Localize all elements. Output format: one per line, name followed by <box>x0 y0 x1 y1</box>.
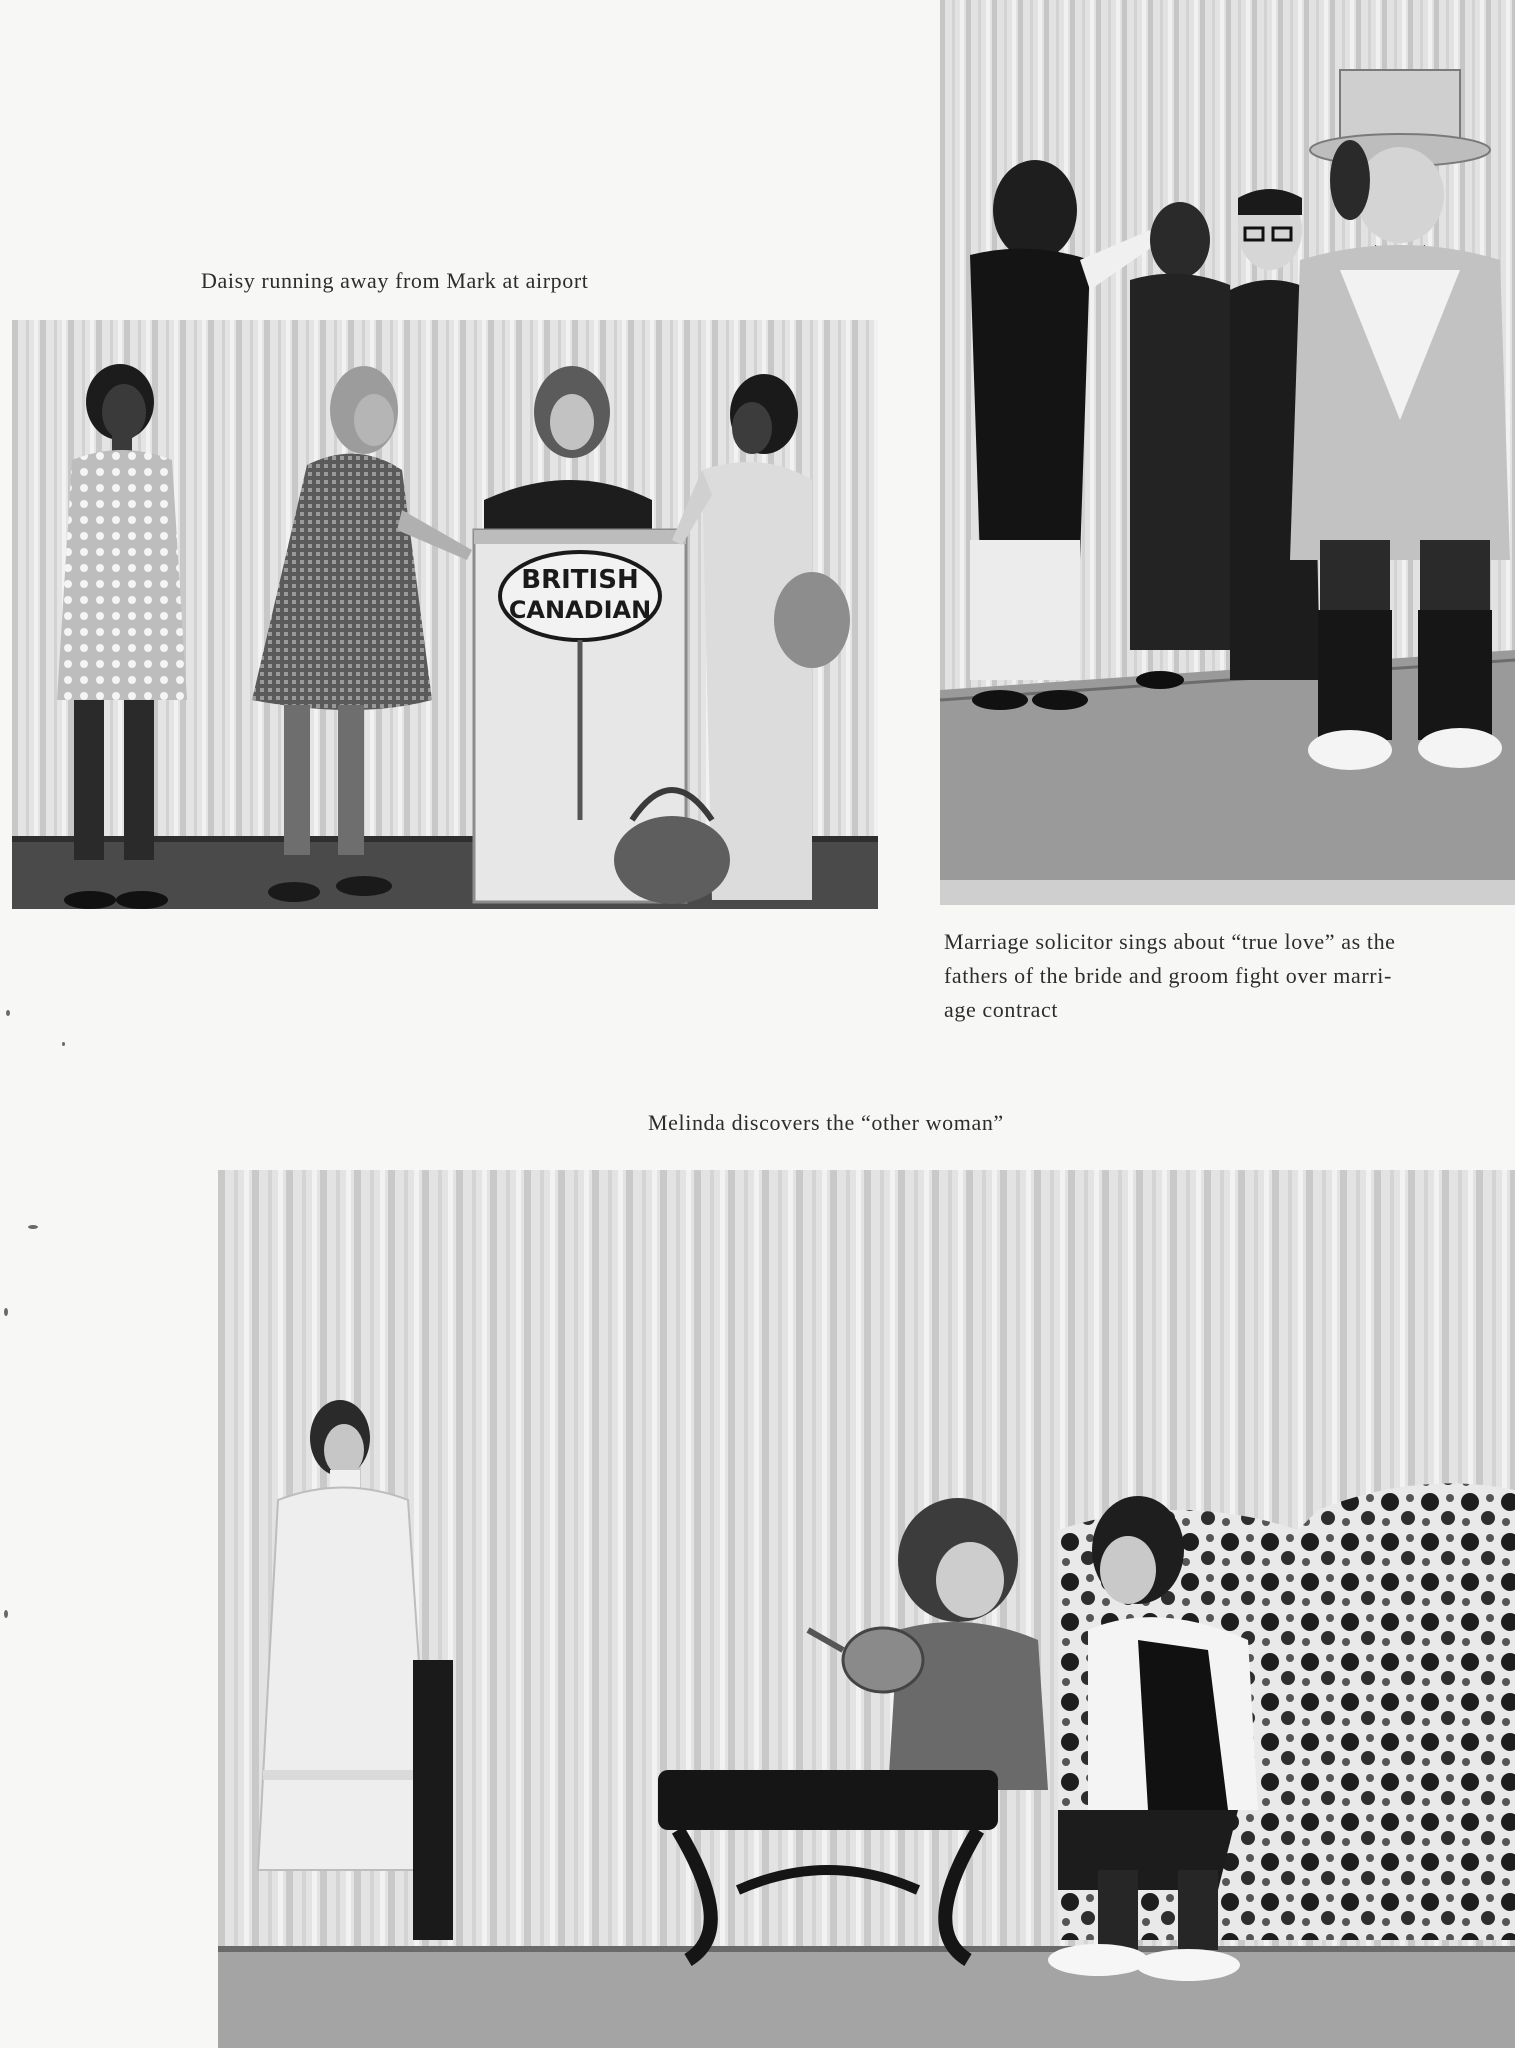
podium-sign-text-1: BRITISH <box>521 565 639 595</box>
caption-melinda: Melinda discovers the “other woman” <box>648 1110 1004 1135</box>
melinda-scene-image <box>218 1170 1515 2048</box>
scan-speck <box>6 1010 10 1016</box>
caption-marriage-line-1: Marriage solicitor sings about “true love” as the <box>944 929 1396 954</box>
scan-speck <box>4 1610 8 1618</box>
caption-airport: Daisy running away from Mark at airport <box>201 268 589 293</box>
scan-speck <box>28 1225 38 1229</box>
scan-speck <box>62 1042 65 1046</box>
photo-melinda-scene <box>218 1170 1515 2048</box>
photo-marriage-scene <box>940 0 1515 905</box>
airport-scene-image <box>12 320 878 909</box>
caption-marriage <box>944 925 1504 1027</box>
scan-speck <box>4 1308 8 1316</box>
caption-marriage-line-3: age contract <box>944 997 1059 1022</box>
podium-sign-text-2: CANADIAN <box>508 596 652 624</box>
photo-airport-scene <box>12 320 878 909</box>
caption-marriage-line-2: fathers of the bride and groom fight over marri- <box>944 963 1392 988</box>
marriage-scene-image <box>940 0 1515 905</box>
